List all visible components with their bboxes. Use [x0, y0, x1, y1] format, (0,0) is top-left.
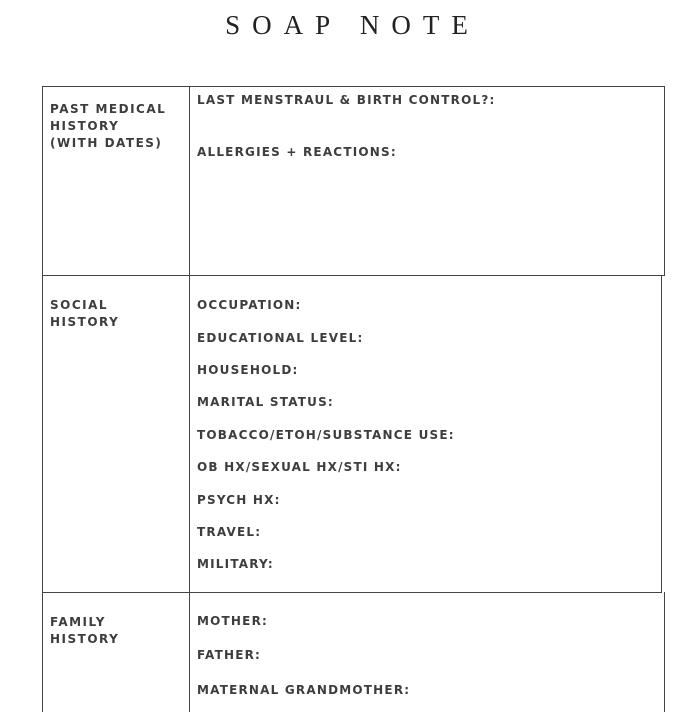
row-divider-social	[42, 275, 665, 276]
table-right-border-middle	[661, 275, 662, 593]
row-divider-family	[42, 592, 662, 593]
field-psych-hx[interactable]: PSYCH HX:	[197, 493, 281, 507]
field-maternal-grandmother[interactable]: MATERNAL GRANDMOTHER:	[197, 683, 411, 697]
field-mother[interactable]: MOTHER:	[197, 614, 269, 628]
past-medical-history-label: PAST MEDICAL HISTORY (WITH DATES)	[50, 102, 167, 150]
field-educational-level[interactable]: EDUCATIONAL LEVEL:	[197, 331, 364, 345]
social-history-label: SOCIAL HISTORY	[50, 298, 120, 329]
field-military[interactable]: MILITARY:	[197, 557, 274, 571]
field-travel[interactable]: TRAVEL:	[197, 525, 262, 539]
field-father[interactable]: FATHER:	[197, 648, 262, 662]
field-marital-status[interactable]: MARITAL STATUS:	[197, 395, 334, 409]
column-divider	[189, 86, 190, 712]
table-left-border	[42, 86, 43, 712]
table-top-border	[42, 86, 665, 87]
page-title: SOAP NOTE	[225, 10, 480, 40]
field-occupation[interactable]: OCCUPATION:	[197, 298, 302, 312]
field-last-menstrual-birth-control[interactable]: LAST MENSTRAUL & BIRTH CONTROL?:	[197, 93, 496, 107]
family-history-label: FAMILY HISTORY	[50, 615, 120, 646]
field-allergies-reactions[interactable]: ALLERGIES + REACTIONS:	[197, 145, 397, 159]
field-tobacco-etoh-substance[interactable]: TOBACCO/ETOH/SUBSTANCE USE:	[197, 428, 455, 442]
field-household[interactable]: HOUSEHOLD:	[197, 363, 299, 377]
table-right-border-upper	[664, 86, 665, 276]
table-right-border-lower	[664, 592, 665, 712]
field-ob-sexual-sti[interactable]: OB HX/SEXUAL HX/STI HX:	[197, 460, 402, 474]
